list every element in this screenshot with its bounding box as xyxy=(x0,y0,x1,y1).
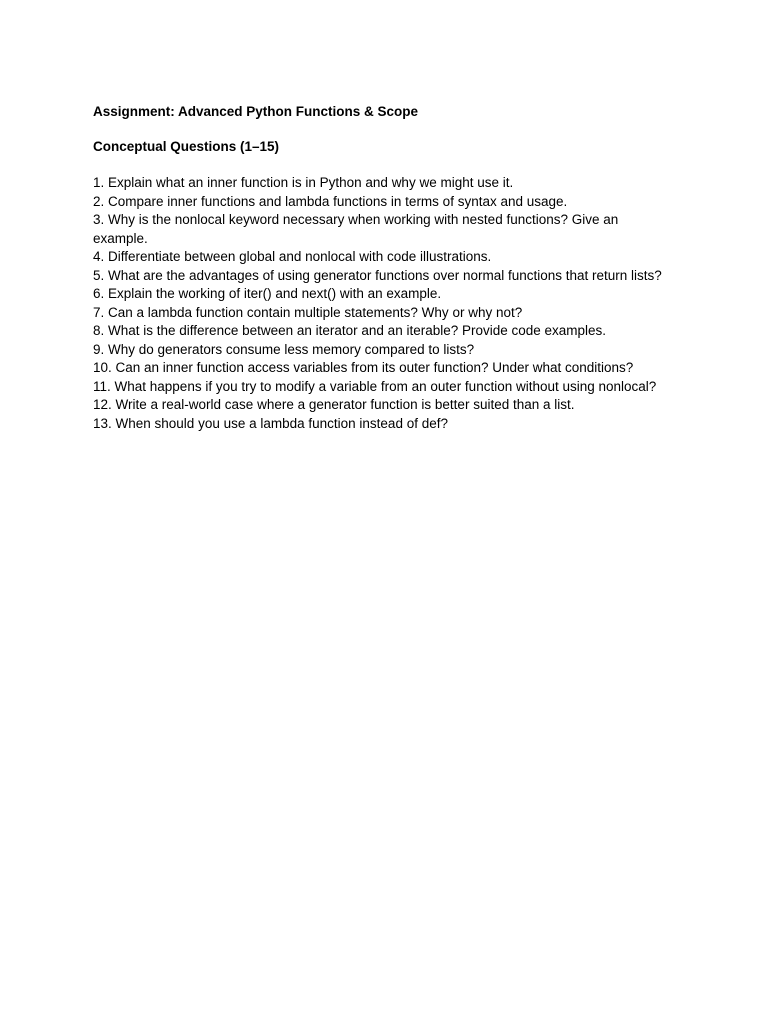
question-item: 2. Compare inner functions and lambda functions in terms of syntax and usage. xyxy=(93,193,568,209)
question-item: 8. What is the difference between an iterator and an iterable? Provide code examples. xyxy=(93,323,607,338)
section-heading: Conceptual Questions (1–15) xyxy=(93,139,280,154)
question-item: 13. When should you use a lambda function instead of def? xyxy=(93,415,448,431)
question-item: 12. Write a real-world case where a generator function is better suited than a list. xyxy=(93,397,575,412)
question-item: 7. Can a lambda function contain multiple statements? Why or why not? xyxy=(93,304,523,320)
assignment-title: Assignment: Advanced Python Functions & Scope xyxy=(93,104,419,119)
question-item: 4. Differentiate between global and nonlocal with code illustrations. xyxy=(93,249,492,264)
document-body xyxy=(93,103,673,433)
question-item: 1. Explain what an inner function is in Python and why we might use it. xyxy=(93,175,514,190)
question-item: 6. Explain the working of iter() and next() with an example. xyxy=(93,286,442,301)
question-item: 3. Why is the nonlocal keyword necessary when working with nested functions? Give an example. xyxy=(93,212,619,246)
question-list xyxy=(93,174,673,433)
question-item: 11. What happens if you try to modify a variable from an outer function without using nonlocal? xyxy=(93,378,657,394)
question-item: 5. What are the advantages of using generator functions over normal functions that return lists? xyxy=(93,267,662,283)
question-item: 10. Can an inner function access variables from its outer function? Under what conditions? xyxy=(93,360,634,375)
question-item: 9. Why do generators consume less memory compared to lists? xyxy=(93,341,475,357)
